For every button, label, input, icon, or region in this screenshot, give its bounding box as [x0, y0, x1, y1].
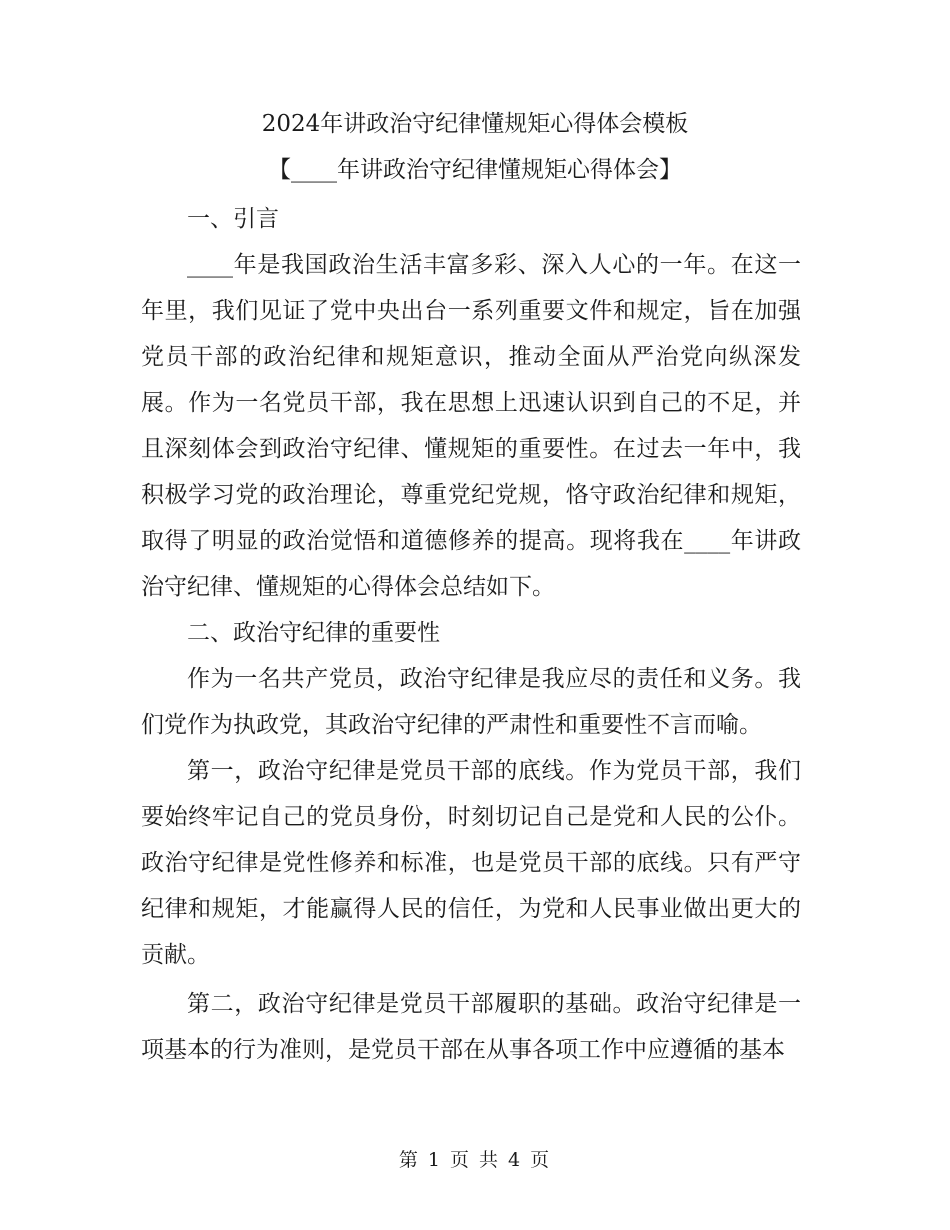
paragraph: ____年是我国政治生活丰富多彩、深入人心的一年。在这一年里，我们见证了党中央出台一系列重要文件和规定，旨在加强党员干部的政治纪律和规矩意识，推动全面从严治党向纵深发展。作为一名党员干部，我在思想上迅速认识到自己的不足，并且深刻体会到政治守纪律、懂规矩的重要性。在过去一年中，我积极学习党的政治理论，尊重党纪党规，恪守政治纪律和规矩，取得了明显的政治觉悟和道德修养的提高。现将我在____年讲政治守纪律、懂规矩的心得体会总结如下。 — [141, 252, 801, 600]
paragraph: 作为一名共产党员，政治守纪律是我应尽的责任和义务。我们党作为执政党，其政治守纪律的严肃性和重要性不言而喻。 — [141, 666, 801, 738]
document-subtitle: 【____年讲政治守纪律懂规矩心得体会】 — [268, 157, 682, 183]
page-number: 第 1 页 共 4 页 — [398, 1149, 552, 1171]
paragraph: 第二，政治守纪律是党员干部履职的基础。政治守纪律是一项基本的行为准则，是党员干部在从事各项工作中应遵循的基本 — [141, 991, 801, 1063]
paragraph: 第一，政治守纪律是党员干部的底线。作为党员干部，我们要始终牢记自己的党员身份，时刻切记自己是党和人民的公仆。政治守纪律是党性修养和标准，也是党员干部的底线。只有严守纪律和规矩，才能赢得人民的信任，为党和人民事业做出更大的贡献。 — [141, 758, 801, 968]
document-body — [141, 196, 801, 1073]
document-title: 2024年讲政治守纪律懂规矩心得体会模板 — [261, 111, 689, 137]
section-heading-importance: 二、政治守纪律的重要性 — [187, 620, 440, 646]
section-heading-intro: 一、引言 — [187, 206, 279, 232]
